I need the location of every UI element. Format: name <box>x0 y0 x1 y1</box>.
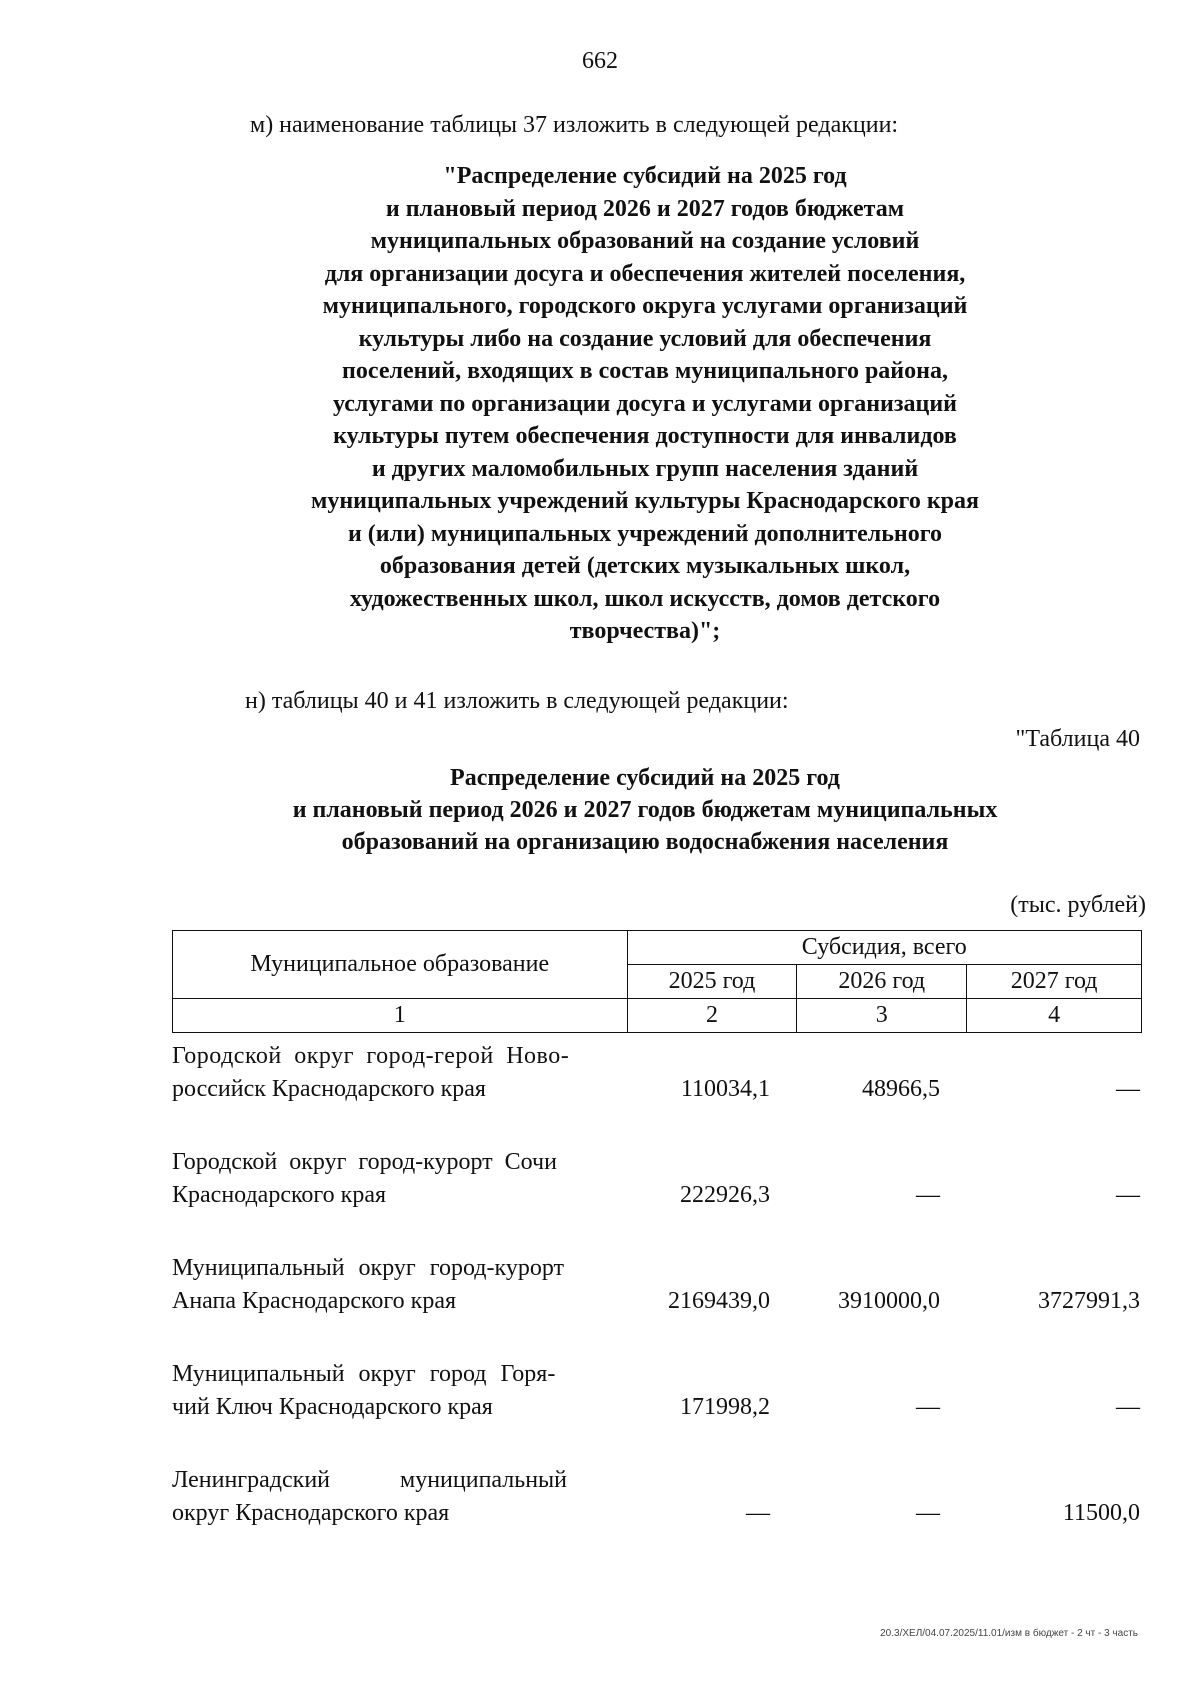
name-line: Муниципальный округ город-курорт <box>172 1255 564 1281</box>
title-line: и плановый период 2026 и 2027 годов бюджетам муниципальных <box>292 797 998 823</box>
value-2026: — <box>916 1182 940 1208</box>
value-2026: 48966,5 <box>862 1076 940 1102</box>
value-2026: — <box>916 1500 940 1526</box>
name-line: Городской округ город-герой Ново- <box>172 1043 570 1069</box>
name-line: Краснодарского края <box>172 1182 387 1208</box>
municipality-name <box>172 1464 627 1530</box>
value-2025: — <box>746 1500 770 1526</box>
header-subsidy-total: Субсидия, всего <box>627 931 1141 965</box>
title-line: образований на организацию водоснабжения населения <box>341 829 949 855</box>
title-line: и (или) муниципальных учреждений дополнительного <box>347 520 943 547</box>
title-line: творчества)"; <box>569 618 721 644</box>
municipality-name <box>172 1358 627 1424</box>
name-line: Муниципальный округ город Горя- <box>172 1361 556 1387</box>
title-line: Распределение субсидий на 2025 год <box>450 765 840 791</box>
title-line: услугами по организации досуга и услугами организаций <box>333 390 957 417</box>
name-line: Анапа Краснодарского края <box>172 1288 457 1314</box>
table-40-label: "Таблица 40 <box>1015 726 1140 752</box>
page-number: 662 <box>582 48 618 74</box>
header-year-2027: 2027 год <box>967 965 1142 999</box>
municipality-name <box>172 1146 627 1212</box>
value-2025: 222926,3 <box>680 1182 770 1208</box>
title-line: культуры путем обеспечения доступности для инвалидов <box>333 423 957 449</box>
value-2027: — <box>1116 1394 1140 1420</box>
title-line: поселений, входящих в состав муниципального района, <box>342 358 948 384</box>
column-number: 4 <box>967 999 1142 1033</box>
title-line: муниципальных учреждений культуры Краснодарского края <box>311 488 979 514</box>
value-2026: — <box>916 1394 940 1420</box>
title-line: культуры либо на создание условий для обеспечения <box>358 325 932 352</box>
table-row <box>172 1040 1142 1146</box>
title-line: для организации досуга и обеспечения жителей поселения, <box>324 260 966 287</box>
name-line: чий Ключ Краснодарского края <box>172 1394 493 1420</box>
municipality-name <box>172 1040 627 1106</box>
header-year-2025: 2025 год <box>627 965 797 999</box>
table-row <box>172 1464 1142 1570</box>
municipality-name <box>172 1252 627 1318</box>
title-line: и плановый период 2026 и 2027 годов бюджетам <box>385 195 905 222</box>
table-body <box>172 1040 1142 1570</box>
value-2025: 171998,2 <box>680 1394 770 1420</box>
value-2025: 110034,1 <box>680 1076 770 1102</box>
title-line: муниципального, городского округа услугами организаций <box>322 293 968 319</box>
units-label: (тыс. рублей) <box>1010 892 1146 918</box>
value-2025: 2169439,0 <box>668 1288 770 1314</box>
paragraph-n: н) таблицы 40 и 41 изложить в следующей редакции: <box>245 688 789 714</box>
header-municipality: Муниципальное образование <box>173 931 628 999</box>
value-2026: 3910000,0 <box>838 1288 940 1314</box>
value-2027: 11500,0 <box>1062 1500 1140 1526</box>
table-37-title <box>230 160 1060 648</box>
value-2027: — <box>1116 1076 1140 1102</box>
name-line: Ленинградский муниципальный <box>172 1467 568 1493</box>
value-2027: 3727991,3 <box>1038 1288 1140 1314</box>
title-line: художественных школ, школ искусств, домов детского <box>349 585 941 612</box>
name-line: российск Краснодарского края <box>172 1076 486 1102</box>
title-line: и других маломобильных групп населения зданий <box>371 455 919 482</box>
footer-stamp: 20.3/ХЕЛ/04.07.2025/11.01/изм в бюджет - 2 чт - 3 часть <box>880 1628 1138 1639</box>
paragraph-m: м) наименование таблицы 37 изложить в следующей редакции: <box>250 112 899 138</box>
table-40-title <box>200 762 1090 858</box>
title-line: образования детей (детских музыкальных школ, <box>379 553 911 579</box>
table-row <box>172 1252 1142 1358</box>
name-line: округ Краснодарского края <box>172 1500 450 1526</box>
title-line: муниципальных образований на создание условий <box>370 228 920 254</box>
table-row <box>172 1358 1142 1464</box>
name-line: Городской округ город-курорт Сочи <box>172 1149 557 1175</box>
table-header <box>172 930 1142 1033</box>
column-number: 1 <box>173 999 628 1033</box>
column-number: 3 <box>797 999 967 1033</box>
value-2027: — <box>1116 1182 1140 1208</box>
header-year-2026: 2026 год <box>797 965 967 999</box>
column-number: 2 <box>627 999 797 1033</box>
table-row <box>172 1146 1142 1252</box>
title-line: "Распределение субсидий на 2025 год <box>443 163 847 189</box>
